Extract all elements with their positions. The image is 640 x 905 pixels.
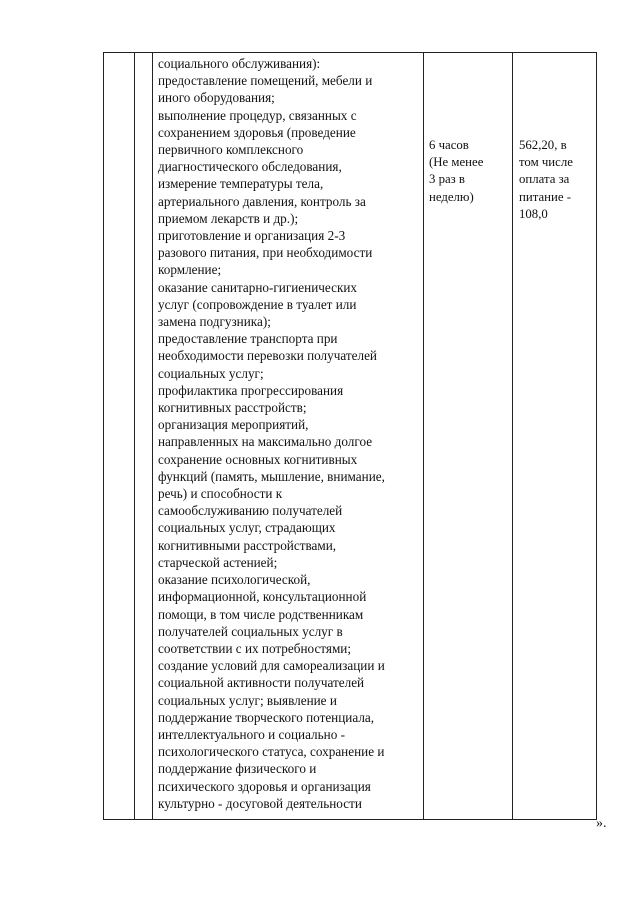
service-description-cell (153, 53, 424, 820)
description-line: речь) и способности к (158, 486, 283, 502)
description-line: разового питания, при необходимости (158, 245, 373, 261)
service-description (153, 53, 423, 812)
time-norm-line: (Не менее (429, 155, 484, 170)
time-norm-line: неделю) (429, 189, 474, 204)
description-line: получателей социальных услуг в (158, 623, 343, 639)
description-line: необходимости перевозки получателей (158, 348, 377, 364)
price-cell (513, 53, 597, 820)
description-line: предоставление помещений, мебели и (158, 73, 373, 89)
price-line: питание - (519, 189, 571, 204)
time-norm-line: 3 раз в (429, 172, 465, 187)
description-line: самообслуживанию получателей (158, 503, 343, 519)
closing-quote-mark: ». (596, 816, 607, 831)
description-line: приготовление и организация 2-3 (158, 228, 346, 244)
description-line: предоставление транспорта при (158, 331, 338, 347)
description-line: приемом лекарств и др.); (158, 210, 299, 226)
description-line: социальных услуг; (158, 365, 264, 381)
description-line: сохранение основных когнитивных (158, 451, 358, 467)
description-line: социальных услуг; выявление и (158, 692, 337, 708)
description-line: соответствии с их потребностями; (158, 640, 352, 656)
description-line: сохранением здоровья (проведение (158, 124, 356, 140)
description-line: оказание психологической, (158, 572, 311, 588)
description-line: социальной активности получателей (158, 675, 365, 691)
description-line: старческой астенией; (158, 554, 278, 570)
description-line: кормление; (158, 262, 222, 278)
price-line: 562,20, в (519, 138, 567, 152)
description-line: измерение температуры тела, (158, 176, 324, 192)
description-line: когнитивных расстройств; (158, 400, 307, 416)
description-line: психического здоровья и организация (158, 778, 371, 794)
description-line: поддержание физического и (158, 761, 317, 777)
description-line: поддержание творческого потенциала, (158, 709, 375, 725)
price-line: том числе (519, 155, 573, 170)
description-line: помощи, в том числе родственникам (158, 606, 364, 622)
description-line: когнитивными расстройствами, (158, 537, 337, 553)
description-line: первичного комплексного (158, 142, 304, 158)
description-line: информационной, консультационной (158, 589, 367, 605)
description-line: интеллектуального и социально - (158, 726, 345, 742)
description-line: диагностического обследования, (158, 159, 342, 175)
description-line: иного оборудования; (158, 90, 275, 106)
number-cell (104, 53, 135, 820)
price-line: 108,0 (519, 206, 548, 221)
description-line: психологического статуса, сохранение и (158, 744, 385, 760)
time-norm (424, 53, 512, 206)
description-line: функций (память, мышление, внимание, (158, 468, 385, 484)
description-line: услуг (сопровождение в туалет или (158, 296, 357, 312)
description-line: артериального давления, контроль за (158, 193, 366, 209)
price-line: оплата за (519, 172, 570, 187)
description-line: выполнение процедур, связанных с (158, 107, 357, 123)
description-line: культурно - досуговой деятельности (158, 795, 362, 811)
description-line: создание условий для самореализации и (158, 658, 385, 674)
description-line: замена подгузника); (158, 314, 271, 330)
services-table (103, 52, 597, 820)
description-line: направленных на максимально долгое (158, 434, 373, 450)
time-norm-line: 6 часов (429, 138, 469, 152)
price (513, 53, 596, 223)
table-row (104, 53, 597, 820)
description-line: социального обслуживания): (158, 56, 321, 71)
sub-number-cell (135, 53, 153, 820)
description-line: оказание санитарно-гигиенических (158, 279, 358, 295)
description-line: социальных услуг, страдающих (158, 520, 336, 536)
description-line: профилактика прогрессирования (158, 382, 344, 398)
description-line: организация мероприятий, (158, 417, 309, 433)
time-norm-cell (424, 53, 513, 820)
